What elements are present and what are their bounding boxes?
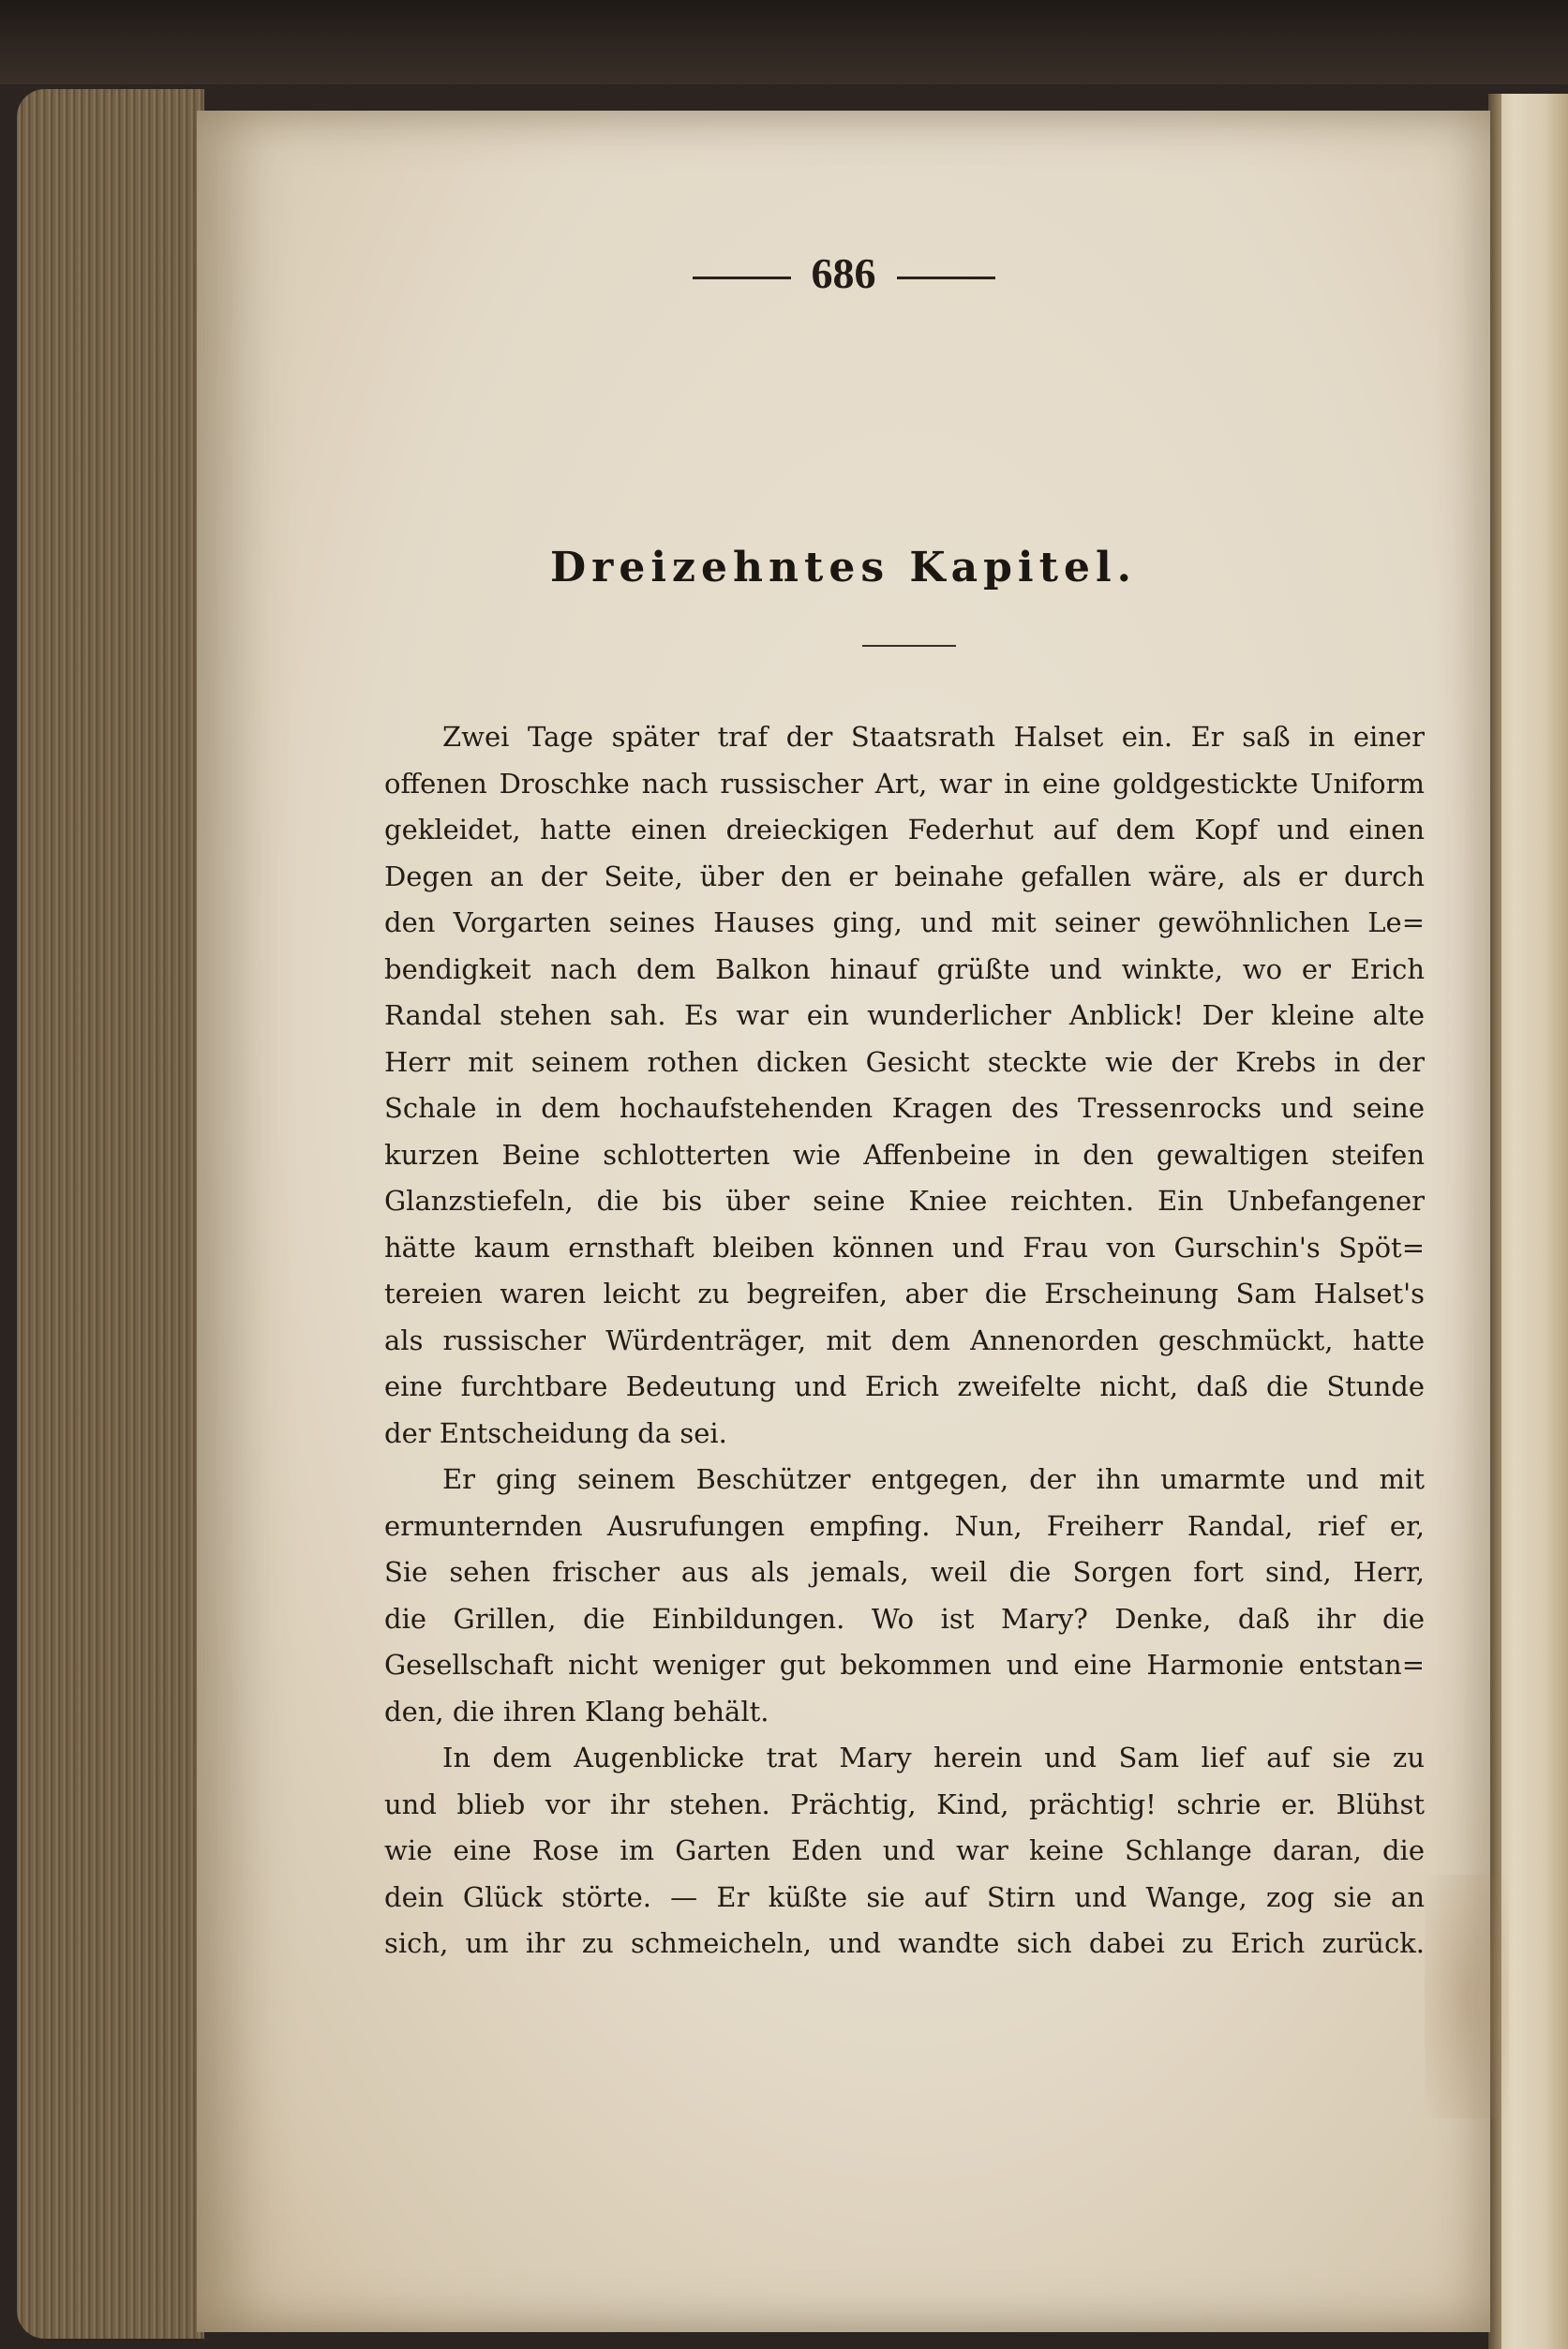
text-line: Gesellschaft nicht weniger gut bekommen und eine Harmonie entstan= (384, 1649, 1425, 1681)
header-dash-right (897, 277, 995, 279)
text-line: Glanzstiefeln, die bis über seine Kniee reichten. Ein Unbefangener (384, 1185, 1425, 1217)
book-cover-edge (0, 0, 1568, 84)
text-line: dein Glück störte. — Er küßte sie auf Stirn und Wange, zog sie an (384, 1880, 1425, 1913)
text-line: sich, um ihr zu schmeicheln, und wandte sich dabei zu Erich zurück. (384, 1927, 1425, 1959)
page-edges (17, 89, 204, 2339)
text-line: kurzen Beine schlotterten wie Affenbeine in den gewaltigen steifen (384, 1138, 1425, 1171)
text-line: Herr mit seinem rothen dicken Gesicht steckte wie der Krebs in der (384, 1045, 1425, 1078)
text-line: hätte kaum ernsthaft bleiben können und Frau von Gurschin's Spöt= (384, 1231, 1425, 1264)
text-line: gekleidet, hatte einen dreieckigen Federhut auf dem Kopf und einen (384, 814, 1425, 845)
text-line: eine furchtbare Bedeutung und Erich zweifelte nicht, daß die Stunde (384, 1370, 1425, 1402)
text-line: wie eine Rose im Garten Eden und war keine Schlange daran, die (384, 1834, 1425, 1866)
chapter-title: Dreizehntes Kapitel. (550, 544, 1137, 591)
text-line: und blieb vor ihr stehen. Prächtig, Kind, prächtig! schrie er. Blühst (384, 1788, 1425, 1820)
text-line: der Entscheidung da sei. (384, 1416, 727, 1449)
text-line: den, die ihren Klang behält. (384, 1695, 769, 1728)
text-line: Sie sehen frischer aus als jemals, weil die Sorgen fort sind, Herr, (384, 1556, 1425, 1588)
text-line: Zwei Tage später traf der Staatsrath Halset ein. Er saß in einer (442, 721, 1425, 753)
header-dash-left (693, 277, 791, 279)
paper-stain (1425, 1875, 1509, 2118)
title-rule (862, 645, 956, 647)
text-line: In dem Augenblicke trat Mary herein und Sam lief auf sie zu (442, 1742, 1425, 1773)
text-line: den Vorgarten seines Hauses ging, und mit seiner gewöhnlichen Le= (384, 906, 1425, 938)
text-line: Randal stehen sah. Es war ein wunderlicher Anblick! Der kleine alte (384, 999, 1425, 1031)
text-line: ermunternden Ausrufungen empfing. Nun, Freiherr Randal, rief er, (384, 1509, 1425, 1542)
text-line: offenen Droschke nach russischer Art, war in eine goldgestickte Uniform (384, 767, 1425, 800)
page-number: 686 (811, 249, 876, 297)
text-line: tereien waren leicht zu begreifen, aber die Erscheinung Sam Halset's (384, 1278, 1425, 1309)
page-header (197, 248, 1490, 298)
text-line: als russischer Würdenträger, mit dem Annenorden geschmückt, hatte (384, 1324, 1425, 1356)
text-line: Schale in dem hochaufstehenden Kragen des Tressenrocks und seine (384, 1092, 1425, 1124)
text-line: Er ging seinem Beschützer entgegen, der ihn umarmte und mit (442, 1463, 1425, 1495)
text-line: die Grillen, die Einbildungen. Wo ist Mary? Denke, daß ihr die (384, 1602, 1425, 1635)
text-line: Degen an der Seite, über den er beinahe gefallen wäre, als er durch (384, 860, 1425, 892)
text-line: bendigkeit nach dem Balkon hinauf grüßte und winkte, wo er Erich (384, 952, 1425, 985)
body-text (384, 714, 1425, 1967)
